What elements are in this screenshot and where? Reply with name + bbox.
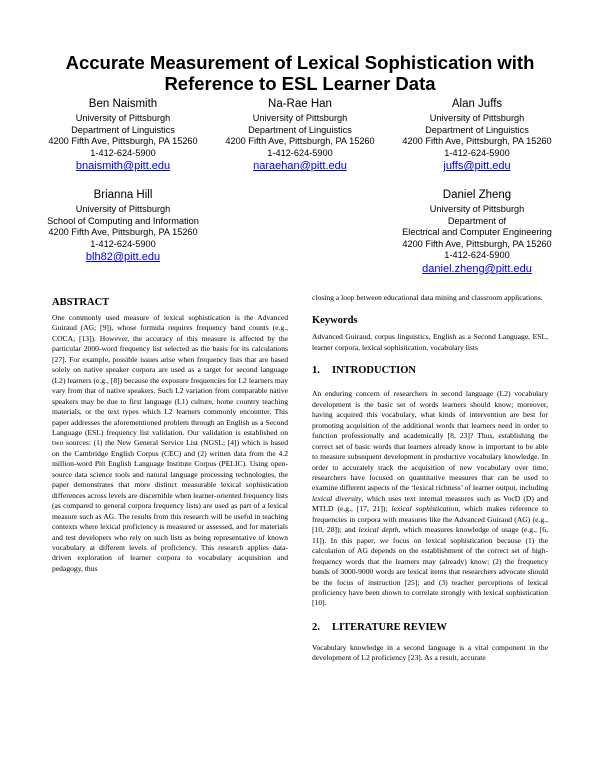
author-block	[40, 188, 206, 264]
author-affiliation: University of Pittsburgh	[429, 204, 525, 214]
author-address: 4200 Fifth Ave, Pittsburgh, PA 15260	[402, 238, 552, 249]
intro-text-part: , which uses text internal measures such as VocD (D) and MTLD (e.g., [17, 21]);	[312, 493, 548, 514]
author-department: Department of Linguistics	[425, 124, 529, 135]
author-block	[40, 97, 206, 173]
author-name: Brianna Hill	[93, 189, 153, 201]
author-email-link[interactable]: naraehan@pitt.edu	[253, 160, 347, 173]
author-address: 4200 Fifth Ave, Pittsburgh, PA 15260	[225, 136, 375, 147]
author-address: 4200 Fifth Ave, Pittsburgh, PA 15260	[48, 227, 198, 238]
author-affiliation: University of Pittsburgh	[75, 204, 171, 214]
author-phone: 1-412-624-5900	[267, 147, 333, 158]
intro-text-part: , which makes reference to frequencies in corpora with measures like the Advanced Guiraud (AG) (e.g., [10, 28]); and	[312, 504, 549, 535]
literature-review-text: Vocabulary knowledge in a second language is a vital component in the development of L2 proficiency [23]. As a result, accurate	[312, 642, 548, 663]
section-number: 2.	[312, 621, 320, 633]
intro-term: lexical diversity	[312, 493, 362, 503]
author-affiliation: University of Pittsburgh	[429, 113, 525, 123]
section-number: 1.	[312, 365, 320, 377]
author-email-link[interactable]: daniel.zheng@pitt.edu	[422, 262, 532, 275]
author-phone: 1-412-624-5900	[444, 147, 510, 158]
intro-term: lexical depth	[358, 525, 399, 535]
abstract-text: One commonly used measure of lexical sophistication is the Advanced Guiraud (AG; [9]), whose formula requires frequency band counts (e.g., COCA; [13]). However, the accuracy of this measure is affected by the particular 2000-word frequency list selected as the basis for its calculations [27]. For example, possible issues arise when frequency lists that are based solely on native speaker corpora are used as a target for second language (L2) learners (e.g., [8]) because the exposure frequencies for L2 learners may vary from that of native speakers. Such L2 variation from comparable native speakers may be due to first language (L1) culture, home country teaching materials, or the text types which L2 learners commonly encounter. This paper addresses the aforementioned problem through an English as a Second Language (ESL) frequency list validation. Our validation is established on two sources: (1) the New General Service List (NGSL; [4]) which is based on the Cambridge English Corpus (CEC) and (2) written data from the 4.2 million-word Pitt English Language Institute Corpus (PELIC). Using open-source data science tools and natural language processing technologies, the paper demonstrates that more distinct measurable lexical sophistication differences across levels are discernible when learner-oriented frequency lists (as compared to general corpora frequency lists) are used as part of a lexical measure such as AG. The results from this research will be useful in teaching contexts where lexical proficiency is measured or assessed, and for materials and test developers who rely on such lists as being representative of known vocabulary at different levels of proficiency. This research applies data-driven exploration of learner corpora to vocabulary acquisition and pedagogy, thus	[52, 313, 288, 573]
literature-review-heading	[312, 621, 548, 634]
author-department: Department of Linguistics	[248, 124, 352, 135]
author-email-link[interactable]: blh82@pitt.edu	[85, 251, 161, 264]
author-department: School of Computing and Information	[47, 215, 199, 226]
author-department: Department of	[447, 215, 507, 226]
author-name: Na-Rae Han	[268, 98, 332, 110]
author-affiliation: University of Pittsburgh	[75, 113, 171, 123]
author-block	[394, 97, 560, 173]
author-phone: 1-412-624-5900	[90, 147, 156, 158]
author-department-cont: Electrical and Computer Engineering	[402, 227, 552, 238]
left-column	[52, 296, 288, 574]
introduction-text	[312, 389, 548, 609]
intro-text-part: , which measures knowledge of usage (e.g., [6, 11]). In this paper, we focus on lexical sophistication because (1) the calculation of AG depends on the establishment of the correct set of high-frequency words that the learners may (already) know; (2) the frequency bands of 3000-9000 words are lexical items that researchers advocate should be the focus of instruction [25]; and (3) teacher perceptions of lexical proficiency have been shown to correlate strongly with lexical sophistication [10].	[312, 525, 548, 608]
author-name: Daniel Zheng	[442, 189, 512, 201]
author-phone: 1-412-624-5900	[90, 238, 156, 249]
author-phone: 1-412-624-5900	[444, 250, 510, 261]
author-address: 4200 Fifth Ave, Pittsburgh, PA 15260	[402, 136, 552, 147]
section-title: LITERATURE REVIEW	[332, 621, 448, 633]
paper-title	[40, 52, 560, 94]
keywords-text: Advanced Guiraud, corpus linguistics, English as a Second Language, ESL, learner corpora, lexical sophistication, vocabulary lists	[312, 332, 548, 352]
section-title: INTRODUCTION	[332, 365, 417, 377]
intro-text-part: An enduring concern of researchers in second language (L2) vocabulary development is the basic set of words learners should know; moreover, having acquired this vocabulary, what kinds of intervention are best for promoting acquisition of the additional words that learners need in order to function professionally and academically [8, 23]? Thus, establishing the correct set of basic words that learners already know is important to be able to measure subsequent development in productive vocabulary knowledge. In order to accurately track the acquisition of new vocabulary over time, researchers have focused on quantitative measures that can be used to examine different aspects of the ‘lexical richness’ of learner output, including	[312, 389, 548, 493]
intro-term: lexical sophistication	[391, 504, 459, 514]
author-address: 4200 Fifth Ave, Pittsburgh, PA 15260	[48, 136, 198, 147]
author-block	[217, 97, 383, 173]
keywords-heading: Keywords	[312, 315, 358, 327]
author-name: Ben Naismith	[88, 98, 158, 110]
title-line: Reference to ESL Learner Data	[164, 73, 436, 94]
author-name: Alan Juffs	[451, 98, 503, 110]
author-department: Department of Linguistics	[71, 124, 175, 135]
right-column	[312, 293, 548, 664]
author-block	[383, 188, 571, 276]
introduction-heading	[312, 364, 548, 377]
author-email-link[interactable]: juffs@pitt.edu	[443, 160, 511, 173]
title-line: Accurate Measurement of Lexical Sophistication with	[65, 52, 535, 73]
abstract-heading: ABSTRACT	[52, 297, 110, 308]
abstract-continuation: closing a loop between educational data mining and classroom applications.	[312, 293, 543, 302]
author-email-link[interactable]: bnaismith@pitt.edu	[75, 160, 171, 173]
author-affiliation: University of Pittsburgh	[252, 113, 348, 123]
